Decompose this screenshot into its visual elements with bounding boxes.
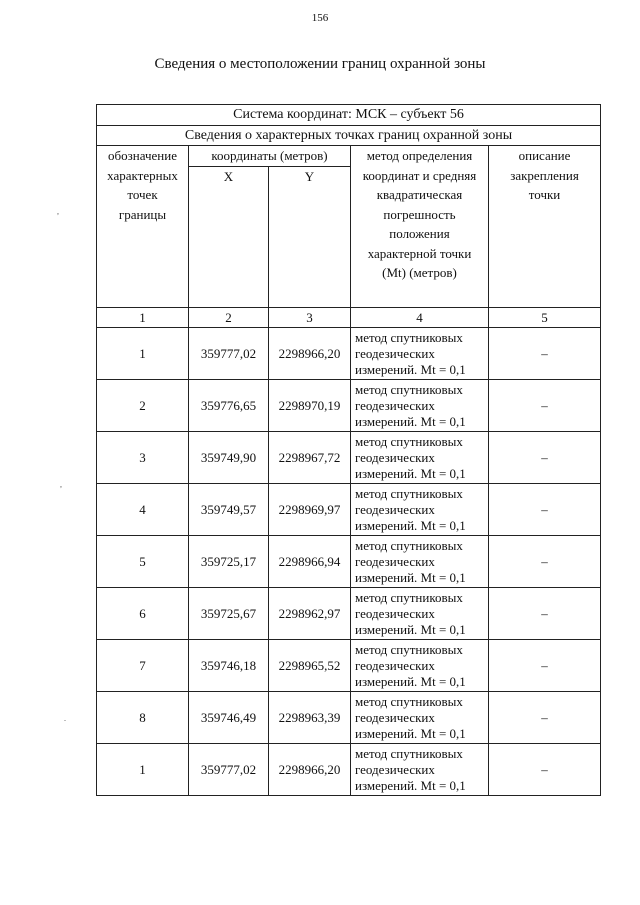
point-number-cell: 6 [97, 588, 189, 640]
method-line: измерений. Mt = 0,1 [355, 673, 466, 689]
table-row [97, 640, 601, 692]
method-line: метод спутниковых [355, 537, 463, 553]
description-cell: – [489, 588, 601, 640]
method-line: метод спутниковых [355, 693, 463, 709]
method-cell [351, 380, 489, 432]
header-designation-line: границы [118, 206, 167, 222]
header-method [351, 146, 489, 308]
x-coordinate-cell: 359725,17 [189, 536, 269, 588]
table-row [97, 536, 601, 588]
method-line: метод спутниковых [355, 381, 463, 397]
method-line: геодезических [355, 501, 435, 517]
x-coordinate-cell: 359749,90 [189, 432, 269, 484]
method-cell [351, 328, 489, 380]
method-line: измерений. Mt = 0,1 [355, 621, 466, 637]
point-number-cell: 4 [97, 484, 189, 536]
method-cell [351, 484, 489, 536]
header-method-line: метод определения [366, 148, 473, 163]
column-number: 2 [189, 307, 269, 328]
header-designation-line: характерных [107, 167, 178, 183]
method-cell [351, 640, 489, 692]
header-description-line: закрепления [510, 167, 579, 183]
column-number: 5 [489, 307, 601, 328]
method-cell [351, 432, 489, 484]
header-coordinates: координаты (метров) [189, 146, 351, 167]
method-line: метод спутниковых [355, 641, 463, 657]
method-line: измерений. Mt = 0,1 [355, 777, 466, 793]
header-method-line: квадратическая [376, 187, 463, 202]
header-description-line: описание [518, 148, 571, 163]
header-method-line: положения [389, 226, 450, 241]
method-line: измерений. Mt = 0,1 [355, 361, 466, 377]
method-line: измерений. Mt = 0,1 [355, 569, 466, 585]
method-line: метод спутниковых [355, 433, 463, 449]
description-cell: – [489, 744, 601, 796]
method-line: измерений. Mt = 0,1 [355, 413, 466, 429]
method-cell [351, 536, 489, 588]
x-coordinate-cell: 359777,02 [189, 744, 269, 796]
y-coordinate-cell: 2298966,20 [269, 744, 351, 796]
header-row [97, 146, 601, 167]
y-coordinate-cell: 2298967,72 [269, 432, 351, 484]
y-coordinate-cell: 2298966,94 [269, 536, 351, 588]
table-row [97, 744, 601, 796]
header-x: X [189, 166, 269, 307]
method-line: измерений. Mt = 0,1 [355, 725, 466, 741]
y-coordinate-cell: 2298970,19 [269, 380, 351, 432]
description-cell: – [489, 432, 601, 484]
method-cell [351, 744, 489, 796]
table-caption-row [97, 125, 601, 146]
method-line: геодезических [355, 345, 435, 361]
table-row [97, 328, 601, 380]
x-coordinate-cell: 359777,02 [189, 328, 269, 380]
x-coordinate-cell: 359749,57 [189, 484, 269, 536]
scan-speck: . [64, 714, 66, 723]
point-number-cell: 3 [97, 432, 189, 484]
table-caption-cell: Сведения о характерных точках границ охранной зоны [97, 125, 601, 146]
page-number: 156 [311, 12, 329, 24]
x-coordinate-cell: 359746,18 [189, 640, 269, 692]
method-line: метод спутниковых [355, 485, 463, 501]
point-number-cell: 8 [97, 692, 189, 744]
method-line: метод спутниковых [355, 589, 463, 605]
method-line: измерений. Mt = 0,1 [355, 465, 466, 481]
header-designation [97, 146, 189, 308]
method-line: геодезических [355, 397, 435, 413]
header-description [489, 146, 601, 308]
y-coordinate-cell: 2298962,97 [269, 588, 351, 640]
header-method-line: погрешность [383, 206, 456, 222]
method-line: геодезических [355, 449, 435, 465]
description-cell: – [489, 536, 601, 588]
column-number: 4 [351, 307, 489, 328]
header-description-line: точки [528, 187, 561, 202]
method-cell [351, 588, 489, 640]
description-cell: – [489, 484, 601, 536]
description-cell: – [489, 380, 601, 432]
x-coordinate-cell: 359725,67 [189, 588, 269, 640]
method-line: геодезических [355, 761, 435, 777]
coordinate-system-cell: Система координат: МСК – субъект 56 [97, 105, 601, 126]
table-body [97, 105, 601, 796]
x-coordinate-cell: 359746,49 [189, 692, 269, 744]
coordinate-system-row [97, 105, 601, 126]
x-coordinate-cell: 359776,65 [189, 380, 269, 432]
header-method-line: (Mt) (метров) [382, 265, 457, 280]
method-line: метод спутниковых [355, 329, 463, 345]
y-coordinate-cell: 2298966,20 [269, 328, 351, 380]
scan-speck: , [60, 480, 62, 489]
method-line: геодезических [355, 553, 435, 569]
column-number: 1 [97, 307, 189, 328]
document-title: Сведения о местоположении границ охранной зоны [154, 56, 486, 72]
table-row [97, 484, 601, 536]
method-line: геодезических [355, 605, 435, 621]
point-number-cell: 5 [97, 536, 189, 588]
column-number-row [97, 307, 601, 328]
header-method-line: характерной точки [367, 245, 472, 261]
header-designation-line: обозначение [108, 148, 177, 163]
y-coordinate-cell: 2298965,52 [269, 640, 351, 692]
point-number-cell: 1 [97, 328, 189, 380]
y-coordinate-cell: 2298969,97 [269, 484, 351, 536]
boundary-points-table [96, 104, 601, 796]
description-cell: – [489, 640, 601, 692]
point-number-cell: 7 [97, 640, 189, 692]
header-method-line: координат и средняя [362, 167, 477, 183]
method-line: метод спутниковых [355, 745, 463, 761]
point-number-cell: 2 [97, 380, 189, 432]
scan-speck: , [57, 207, 59, 216]
y-coordinate-cell: 2298963,39 [269, 692, 351, 744]
table-row [97, 692, 601, 744]
method-line: геодезических [355, 709, 435, 725]
description-cell: – [489, 328, 601, 380]
method-line: измерений. Mt = 0,1 [355, 517, 466, 533]
point-number-cell: 1 [97, 744, 189, 796]
header-designation-line: точек [127, 187, 158, 202]
header-y: Y [269, 166, 351, 307]
method-cell [351, 692, 489, 744]
table-row [97, 380, 601, 432]
table-row [97, 588, 601, 640]
method-line: геодезических [355, 657, 435, 673]
column-number: 3 [269, 307, 351, 328]
table-row [97, 432, 601, 484]
description-cell: – [489, 692, 601, 744]
